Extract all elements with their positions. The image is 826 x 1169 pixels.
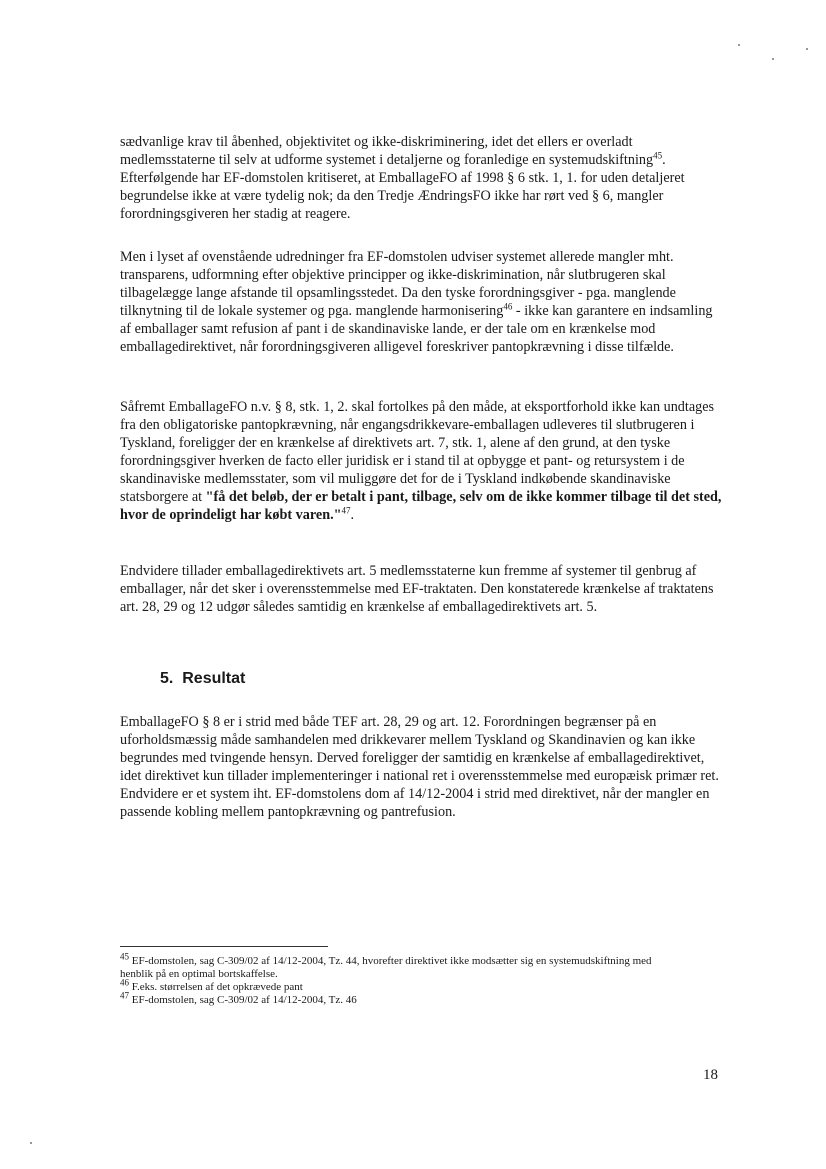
footnote-ref-45[interactable]: 45 [653,150,663,161]
paragraph-3 [120,398,725,524]
scan-speck [738,44,740,46]
section-title: Resultat [182,670,246,687]
section-heading [160,670,245,688]
paragraph-text: Såfremt EmballageFO n.v. § 8, stk. 1, 2. skal fortolkes på den måde, at eksportforhold ikke kan undtages fra den obligatoriske pantopkrævning, når engangsdrikkevare-emballagen udleveres til slutbrugeren i Tyskland, foreligger der en krænkelse af direktivets art. 7, stk. 1, alene af den grund, at den tyske forordningsgiver hverken de facto eller juridisk er i stand til at opbygge et pant- og retursystem i de skandinaviske medlemsstater, som vil muliggøre det for de i Tyskland indkøbende skandinaviske statsborgere at "få det beløb, der er betalt i pant, tilbage, selv om de ikke kommer tilbage til det sted, hvor de oprindeligt har købt varen."$^{47}$. [120,399,722,523]
paragraph-text: sædvanlige krav til åbenhed, objektivitet og ikke-diskriminering, idet det ellers er overladt medlemsstaterne til selv at udforme systemet i detaljerne og foranledige en systemudskiftning$^{45}$. Efterfølgende har EF-domstolen kritiseret, at EmballageFO af 1998 § 6 stk. 1, 1. for uden detaljeret begrundelse ikke at være tydelig nok; da den Tredje ÆndringsFO ikke har rørt ved § 6, mangler forordningsgiveren her stadig at reagere. [120,134,685,222]
paragraph-text: Men i lyset af ovenstående udredninger fra EF-domstolen udviser systemet allerede mangler mht. transparens, udformning efter objektive principper og ikke-diskrimination, når slutbrugeren skal tilbagelægge lange afstande til opsamlingsstedet. Da den tyske forordningsgiver - pga. manglende tilknytning til de lokale systemer og pga. manglende harmonisering$^{46}$ - ikke kan garantere en indsamling af emballager samt refusion af pant i de skandinaviske lande, er der tale om en krænkelse mod emballagedirektivet, når forordningsgiveren alligevel foreskriver pantopkrævning i disse tilfælde. [120,249,713,355]
section-number: 5. [160,670,174,687]
paragraph-4 [120,562,725,616]
scan-speck [806,48,808,50]
footnote-ref-47[interactable]: 47 [341,505,351,516]
scan-speck [772,58,774,60]
paragraph-1 [120,133,725,223]
footnote-45: $^{45}$ EF-domstolen, sag C-309/02 af 14/12-2004, Tz. 44, hvorefter direktivet ikke modsætter sig en systemudskiftning med henblik på en optimal bortskaffelse. [120,951,652,980]
paragraph-5 [120,713,725,821]
paragraph-text: EmballageFO § 8 er i strid med både TEF art. 28, 29 og art. 12. Forordningen begrænser på en uforholdsmæssig måde samhandelen med drikkevarer mellem Tyskland og Skandinavien og kan ikke begrundes med tvingende hensyn. Derved foreligger der samtidig en krænkelse af emballagedirektivet, idet direktivet kun tillader implementeringer i national ret i overensstemmelse med europæisk primær ret. Endvidere er et system iht. EF-domstolens dom af 14/12-2004 i strid med direktivet, når der mangler en passende kobling mellem pantopkrævning og pantrefusion. [120,714,719,820]
footnote-46: $^{46}$ F.eks. størrelsen af det opkrævede pant [120,977,303,993]
footnotes [120,951,680,1007]
paragraph-2 [120,248,725,356]
scan-speck [30,1142,32,1144]
footnote-divider [120,946,328,947]
page-number: 18 [703,1067,718,1083]
footnote-47: $^{47}$ EF-domstolen, sag C-309/02 af 14/12-2004, Tz. 46 [120,990,357,1006]
bold-quote: "få det beløb, der er betalt i pant, tilbage, selv om de ikke kommer tilbage til det sted, hvor de oprindeligt har købt varen." [120,489,722,523]
footnote-ref-46[interactable]: 46 [503,301,513,312]
paragraph-text: Endvidere tillader emballagedirektivets art. 5 medlemsstaterne kun fremme af systemer til genbrug af emballager, når det sker i overensstemmelse med EF-traktaten. Den konstaterede krænkelse af traktatens art. 28, 29 og 12 udgør således samtidig en krænkelse af emballagedirektivets art. 5. [120,563,714,615]
